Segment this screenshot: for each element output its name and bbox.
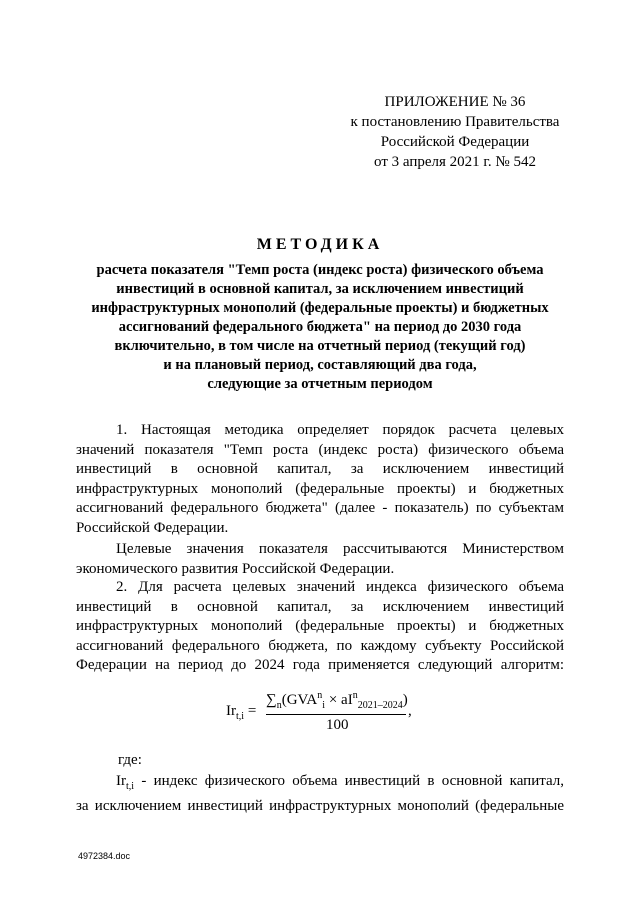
subtitle-line: и на плановый период, составляющий два года, xyxy=(163,357,477,373)
paragraph-line: инфраструктурных монополий (федеральные проекты) и бюджетных xyxy=(76,480,564,497)
paragraph-line: инфраструктурных монополий (федеральные проекты) и бюджетных xyxy=(76,618,564,634)
paragraph-line: Целевые значения показателя рассчитываются Министерством xyxy=(116,541,564,557)
paragraph-line: ассигнований федерального бюджета, по каждому субъекту Российской xyxy=(76,637,564,654)
formula-denominator: 100 xyxy=(326,717,349,733)
paragraph-line: $Ir_{t,i}$ - индекс физического объема инвестиций в основной капитал, xyxy=(116,773,564,792)
formula-numerator: $\sum_n(GVA^n_i \times aI^n_{2021-2024})$ xyxy=(266,690,408,711)
paragraph-line: за исключением инвестиций инфраструктурных монополий (федеральные xyxy=(76,797,564,814)
appendix-number: ПРИЛОЖЕНИЕ № 36 xyxy=(384,94,526,110)
subtitle-line: инфраструктурных монополий (федеральные проекты) и бюджетных xyxy=(91,300,549,316)
appendix-header xyxy=(330,92,580,172)
paragraph-1 xyxy=(76,421,564,538)
paragraph-line: инвестиций в основной капитал, за исключением инвестиций xyxy=(76,461,564,477)
paragraph-line: инвестиций в основной капитал, за исключением инвестиций xyxy=(76,598,564,615)
appendix-date: от 3 апреля 2021 г. № 542 xyxy=(374,154,536,170)
fraction-bar xyxy=(266,714,406,715)
paragraph-4 xyxy=(76,772,564,816)
paragraph-line: ассигнований федерального бюджета" (далее - показатель) по субъектам xyxy=(76,500,564,516)
document-title: МЕТОДИКА xyxy=(256,236,384,253)
formula-lhs: $Ir_{t,i}$ = xyxy=(226,703,257,722)
file-name-footer: 4972384.doc xyxy=(78,851,131,861)
paragraph-line: значений показателя "Темп роста (индекс роста) физического объема xyxy=(76,441,564,458)
formula-comma: , xyxy=(408,703,412,719)
document-subtitle xyxy=(70,261,570,394)
formula xyxy=(226,690,426,740)
appendix-decree: к постановлению Правительства xyxy=(350,114,560,130)
paragraph-line: Российской Федерации. xyxy=(76,519,229,536)
subtitle-line: включительно, в том числе на отчетный период (текущий год) xyxy=(114,338,526,354)
paragraph-line: Федерации на период до 2024 года применяется следующий алгоритм: xyxy=(76,657,564,673)
paragraph-line: экономического развития Российской Федерации. xyxy=(76,560,395,577)
where-label: где: xyxy=(118,752,142,768)
subtitle-line: ассигнований федерального бюджета" на период до 2030 года xyxy=(118,319,522,335)
appendix-country: Российской Федерации xyxy=(380,134,530,150)
subtitle-line: инвестиций в основной капитал, за исключением инвестиций xyxy=(116,281,524,297)
paragraph-line: 2. Для расчета целевых значений индекса физического объема xyxy=(116,579,564,595)
paragraph-2 xyxy=(76,540,564,579)
subtitle-line: расчета показателя "Темп роста (индекс роста) физического объема xyxy=(96,262,544,278)
paragraph-line: 1. Настоящая методика определяет порядок расчета целевых xyxy=(116,422,564,438)
paragraph-3 xyxy=(76,578,564,676)
subtitle-line: следующие за отчетным периодом xyxy=(207,376,433,392)
